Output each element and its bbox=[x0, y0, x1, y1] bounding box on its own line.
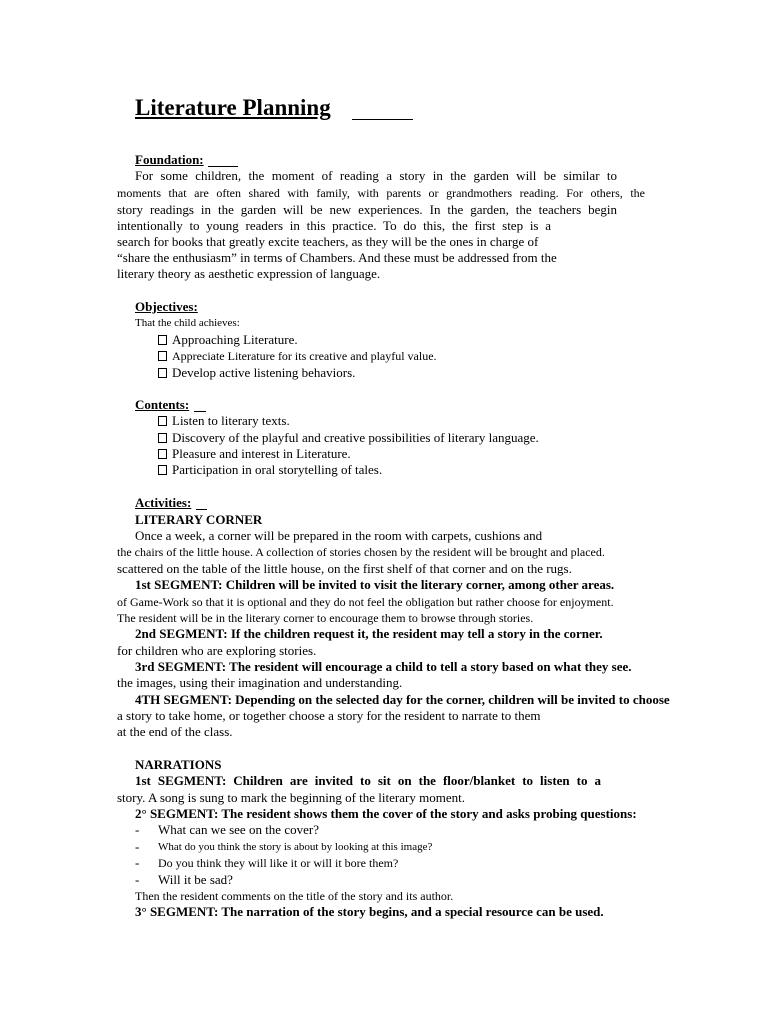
objectives-intro: That the child achieves: bbox=[135, 317, 240, 329]
activities-heading-underline bbox=[196, 509, 207, 510]
contents-heading-underline bbox=[194, 411, 206, 412]
question-1: What can we see on the cover? bbox=[158, 822, 319, 837]
activity-segment-1: 1st SEGMENT: Children will be invited to visit the literary corner, among other areas. bbox=[135, 577, 615, 592]
foundation-line-7: literary theory as aesthetic expression of language. bbox=[117, 266, 381, 281]
question-bullet: - bbox=[135, 839, 140, 854]
checkbox-icon bbox=[158, 433, 167, 443]
foundation-heading: Foundation: bbox=[135, 152, 204, 167]
activity-segment-4-line-1: a story to take home, or together choose a story for the resident to narrate to them bbox=[117, 708, 541, 723]
content-item-4 bbox=[158, 462, 382, 478]
content-item-label: Discovery of the playful and creative possibilities of literary language. bbox=[172, 430, 539, 445]
activity-segment-4: 4TH SEGMENT: Depending on the selected day for the corner, children will be invited to choose bbox=[135, 692, 670, 707]
content-item-label: Pleasure and interest in Literature. bbox=[172, 446, 351, 461]
checkbox-icon bbox=[158, 335, 167, 345]
foundation-line-1: For some children, the moment of reading a story in the garden will be similar to bbox=[135, 168, 617, 183]
checkbox-icon bbox=[158, 368, 167, 378]
corner-line-2: the chairs of the little house. A collection of stories chosen by the resident will be brought and placed. bbox=[117, 545, 605, 559]
question-bullet: - bbox=[135, 855, 140, 870]
narration-segment-1: 1st SEGMENT: Children are invited to sit on the floor/blanket to listen to a bbox=[135, 773, 601, 788]
activity-segment-1-line-1: of Game-Work so that it is optional and they do not feel the obligation but rather choose for enjoyment. bbox=[117, 595, 614, 609]
activity-segment-3: 3rd SEGMENT: The resident will encourage a child to tell a story based on what they see. bbox=[135, 659, 632, 674]
contents-heading: Contents: bbox=[135, 397, 190, 412]
narration-segment-2: 2° SEGMENT: The resident shows them the cover of the story and asks probing questions: bbox=[135, 806, 637, 821]
checkbox-icon bbox=[158, 351, 167, 361]
content-item-label: Participation in oral storytelling of tales. bbox=[172, 462, 383, 477]
title-underline bbox=[352, 119, 413, 120]
content-item-1 bbox=[158, 413, 290, 429]
corner-line-1: Once a week, a corner will be prepared in the room with carpets, cushions and bbox=[135, 528, 543, 543]
foundation-line-2: moments that are often shared with family, with parents or grandmothers reading. For others, the bbox=[117, 186, 645, 200]
narration-segment-1-line: story. A song is sung to mark the beginning of the literary moment. bbox=[117, 790, 465, 805]
page-title: Literature Planning bbox=[135, 95, 331, 120]
content-item-2 bbox=[158, 430, 539, 446]
activity-segment-1-line-2: The resident will be in the literary corner to encourage them to browse through stories. bbox=[117, 611, 534, 625]
objective-item-label: Appreciate Literature for its creative and playful value. bbox=[172, 349, 437, 363]
checkbox-icon bbox=[158, 449, 167, 459]
foundation-line-6: “share the enthusiasm” in terms of Chambers. And these must be addressed from the bbox=[117, 250, 557, 265]
narration-segment-3: 3° SEGMENT: The narration of the story begins, and a special resource can be used. bbox=[135, 904, 604, 919]
narrations-heading: NARRATIONS bbox=[135, 757, 222, 772]
objectives-heading: Objectives: bbox=[135, 299, 198, 314]
question-bullet: - bbox=[135, 872, 140, 887]
content-item-3 bbox=[158, 446, 351, 462]
activities-heading: Activities: bbox=[135, 495, 192, 510]
question-3: Do you think they will like it or will it bore them? bbox=[158, 856, 399, 870]
question-4: Will it be sad? bbox=[158, 872, 233, 887]
content-item-label: Listen to literary texts. bbox=[172, 413, 290, 428]
checkbox-icon bbox=[158, 465, 167, 475]
objective-item-label: Approaching Literature. bbox=[172, 332, 298, 347]
activity-segment-3-line: the images, using their imagination and understanding. bbox=[117, 675, 403, 690]
foundation-heading-underline bbox=[208, 166, 238, 167]
activity-segment-2: 2nd SEGMENT: If the children request it, the resident may tell a story in the corner. bbox=[135, 626, 603, 641]
activity-segment-2-line: for children who are exploring stories. bbox=[117, 643, 317, 658]
objective-item-2 bbox=[158, 348, 437, 364]
foundation-line-5: search for books that greatly excite teachers, as they will be the ones in charge of bbox=[117, 234, 539, 249]
checkbox-icon bbox=[158, 416, 167, 426]
foundation-line-3: story readings in the garden will be new experiences. In the garden, the teachers begin bbox=[117, 202, 617, 217]
activity-segment-4-line-2: at the end of the class. bbox=[117, 724, 233, 739]
literary-corner-title: LITERARY CORNER bbox=[135, 512, 263, 527]
narration-after-questions: Then the resident comments on the title of the story and its author. bbox=[135, 889, 454, 903]
corner-line-3: scattered on the table of the little house, on the first shelf of that corner and on the rugs. bbox=[117, 561, 572, 576]
foundation-line-4: intentionally to young readers in this practice. To do this, the first step is a bbox=[117, 218, 551, 233]
question-2: What do you think the story is about by looking at this image? bbox=[158, 841, 433, 853]
question-bullet: - bbox=[135, 822, 140, 837]
objective-item-1 bbox=[158, 332, 298, 348]
objective-item-3 bbox=[158, 365, 355, 381]
objective-item-label: Develop active listening behaviors. bbox=[172, 365, 356, 380]
